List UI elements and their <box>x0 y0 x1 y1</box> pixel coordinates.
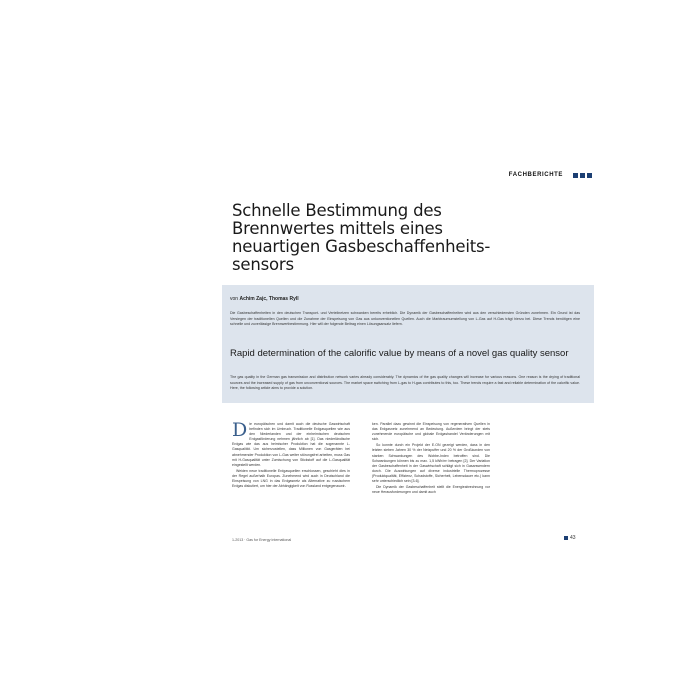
drop-cap: D <box>232 419 248 441</box>
body-column-2 <box>372 422 490 496</box>
page-marker-icon <box>564 536 568 540</box>
page-number: 43 <box>570 535 576 541</box>
english-title: Rapid determination of the calorific value by means of a novel gas quality sensor <box>230 348 569 359</box>
paragraph: So konnte durch ein Projekt der E.ON gezeigt werden, dass in den letzten sieben Jahren 30 % der Netzpuffer und 20 % der Großkunden von starken Schwankungen des Wobbe-Index betroffen sind. Die Schwankungen können bis zu max. 1,5 kWh/m³ betragen [2]. Der Variation der Gasbeschaffenheit in der Gaswirtschaft schlägt sich in Gasanwendern durch. Die Auswirkungen auf diverse industrielle Thermoprozesse (Produktqualität, Effizienz, Schadstoffe, Sicherheit, Lebensdauer etc.) kann sehr unterschiedlich sein [3-6]. <box>372 443 490 484</box>
abstract-german: Die Gasbeschaffenheiten in den deutschen Transport- und Verteilnetzen schwanken bereits erheblich. Die Dynamik der Gasbeschaffenheiten wird aus den verschiedensten Gründen zunehmen. Ein Grund ist das Versiegen der traditionellen Quellen und die Zunahme der Einspeisung von Gas aus unkonventionellen Quellen. Auch die Marktraumumstellung von L-Gas auf H-Gas trägt hierzu bei. Diese Trends benötigen eine schnelle und zuverlässige Brennwertbestimmung. Hier will der folgende Beitrag einen Lösungsansatz liefern. <box>230 311 580 327</box>
authors-names: Achim Zajc, Thomas Ryll <box>239 296 299 302</box>
abstract-english: The gas quality in the German gas transmission and distribution network varies already considerably. The dynamics of the gas quality changes will increase for various reasons. One reason is the drying of traditional sources and the increased supply of gas from unconventional sources. The market space switching from L-gas to H-gas contributes to this, too. These trends require a fast and reliable determination of the calorific value. Here, the following article aims to provide a solution. <box>230 375 580 391</box>
paragraph <box>232 419 350 468</box>
section-squares-icon <box>573 173 592 178</box>
section-label: FACHBERICHTE <box>508 172 563 178</box>
authors-prefix: von <box>230 296 239 302</box>
abstract-box <box>222 285 594 403</box>
paragraph: Weiden neue traditionelle Erdgasquellen erschlossen, geschieht dies in der Regel außerhalb Europas. Zunehmend wird auch in Deutschland die Einspeisung von LNG in das Erdgasnetz als Alternative zu russischem Erdgas diskutiert, um hier der Abhängigkeit von Russland entgegenzuwir- <box>232 468 350 489</box>
body-column-1 <box>232 419 350 490</box>
page-number-block <box>564 535 576 541</box>
section-header <box>426 172 592 178</box>
paragraph-text: ie europäischen und damit auch die deutsche Gaswirtschaft befinden sich im Umbruch. Traditionelle Erdgasquellen wie aus den Niederlanden und der einheimischen deutschen Erdgasförderung nehmen jährlich ab [1]. Das niederländische Erdgas wie das aus heimischer Produktion hat die sogenannte L-Gasqualität. Um sicherzustellen, dass Millionen von Gasgeräten bei abnehmender Produktion von L-Gas weiter störungsfrei arbeiten, muss Gas mit H-Gasqualität unter Zumischung von Stickstoff auf die L-Gasqualität eingestellt werden. <box>232 422 350 467</box>
authors-line <box>230 296 299 302</box>
footer-journal: 1-2013 · Gas for Energy international <box>232 538 292 542</box>
paragraph: ken. Parallel dazu gewinnt die Einspeisung von regenerativen Quellen in das Erdgasnetz zunehmend an Bedeutung. Außerdem bringt der stets zunehmende europäische und globale Erdgashandel Veränderungen mit sich. <box>372 422 490 442</box>
article-title: Schnelle Bestimmung des Brennwertes mittels eines neuartigen Gasbeschaffenheits- sensors <box>232 201 491 274</box>
paragraph: Die Dynamik der Gasbeschaffenheit stellt die Energieabrechnung vor neue Herausforderungen und damit auch <box>372 485 490 495</box>
